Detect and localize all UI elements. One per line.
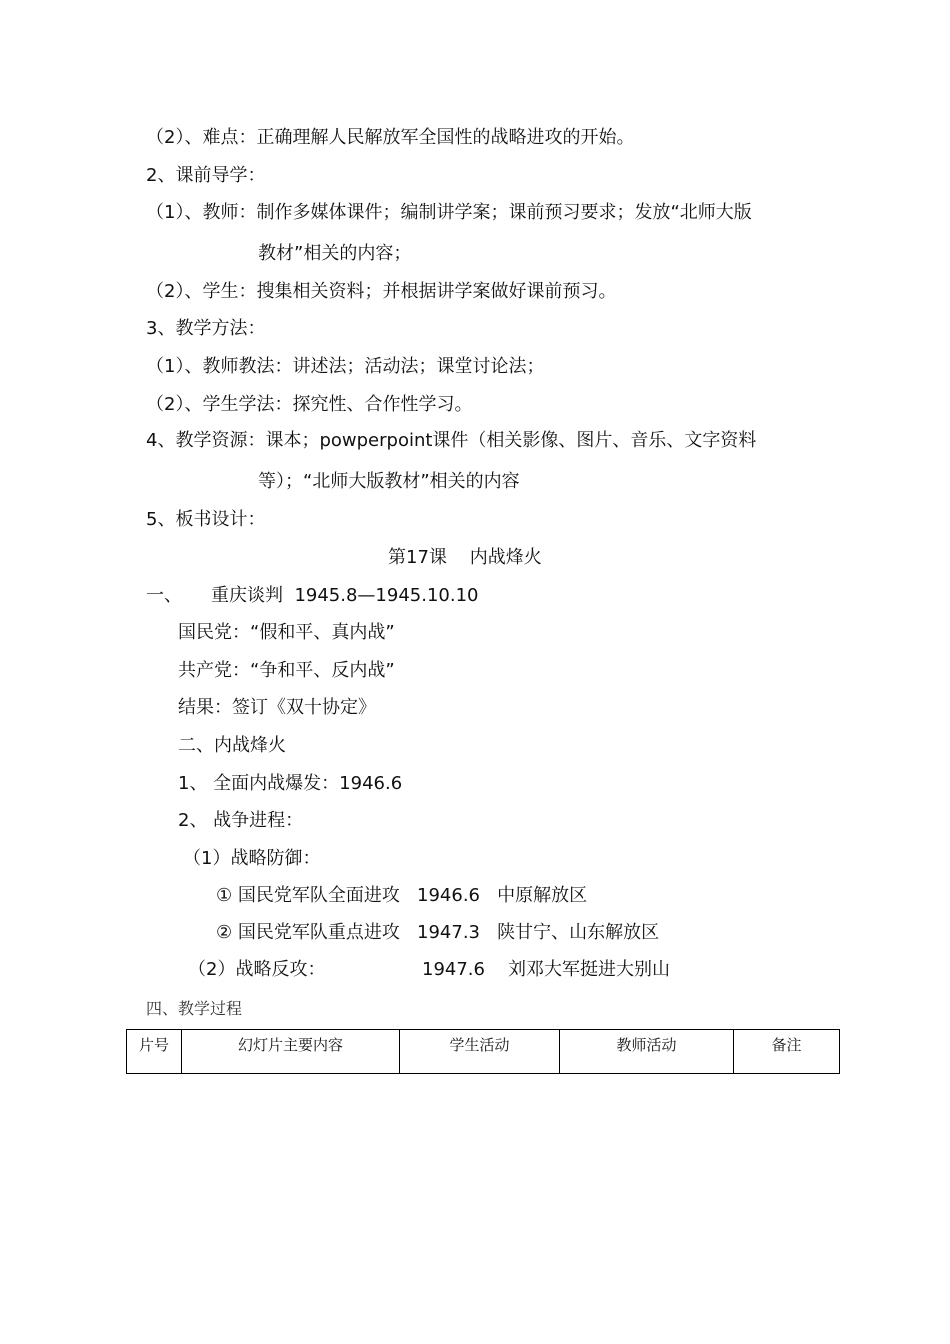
board-ccp: 共产党：“争和平、反内战” — [178, 660, 395, 681]
teaching-process-table — [126, 1029, 840, 1074]
text-line: （1）、教师：制作多媒体课件；编制讲学案；课前预习要求；发放“北师大版 — [146, 202, 752, 223]
board-counterattack-date: 1947.6 — [422, 959, 485, 980]
text-line: 2、课前导学： — [146, 165, 266, 186]
table-header-cell: 备注 — [734, 1030, 840, 1074]
board-counterattack-label: （2）战略反攻： — [188, 959, 326, 980]
board-item-2: 2、 战争进程： — [178, 810, 304, 831]
board-counterattack-place: 刘邓大军挺进大别山 — [508, 959, 670, 980]
table-header-cell: 幻灯片主要内容 — [182, 1030, 400, 1074]
board-section-two: 二、内战烽火 — [178, 735, 286, 756]
board-item-1: 1、 全面内战爆发：1946.6 — [178, 773, 403, 794]
board-result: 结果：签订《双十协定》 — [178, 697, 376, 718]
table-header-cell: 学生活动 — [400, 1030, 560, 1074]
text-line: （2）、学生：搜集相关资料；并根据讲学案做好课前预习。 — [146, 281, 617, 302]
text-line: （2）、学生学法：探究性、合作性学习。 — [146, 394, 473, 415]
text-line: 4、教学资源：课本；powperpoint课件（相关影像、图片、音乐、文字资料 — [146, 430, 757, 451]
board-defense: （1）战略防御： — [183, 848, 321, 869]
text-line: 教材”相关的内容； — [258, 243, 412, 264]
board-title: 第17课 内战烽火 — [388, 547, 542, 568]
table-header-cell: 教师活动 — [560, 1030, 734, 1074]
table-header-cell: 片号 — [127, 1030, 182, 1074]
board-section-number: 一、 — [146, 585, 182, 606]
board-section-one: 重庆谈判 1945.8—1945.10.10 — [211, 585, 479, 606]
board-defense-b: ② 国民党军队重点进攻 1947.3 陕甘宁、山东解放区 — [216, 922, 660, 943]
board-kmt: 国民党：“假和平、真内战” — [178, 622, 395, 643]
text-line: 5、板书设计： — [146, 509, 266, 530]
text-line: （1）、教师教法：讲述法；活动法；课堂讨论法； — [146, 356, 545, 377]
text-line: （2）、难点：正确理解人民解放军全国性的战略进攻的开始。 — [146, 127, 635, 148]
board-defense-a: ① 国民党军队全面进攻 1946.6 中原解放区 — [216, 885, 588, 906]
table-header-row — [127, 1030, 840, 1074]
text-line: 3、教学方法： — [146, 318, 266, 339]
text-line: 等）；“北师大版教材”相关的内容 — [258, 471, 520, 492]
section-heading: 四、教学过程 — [146, 999, 243, 1018]
